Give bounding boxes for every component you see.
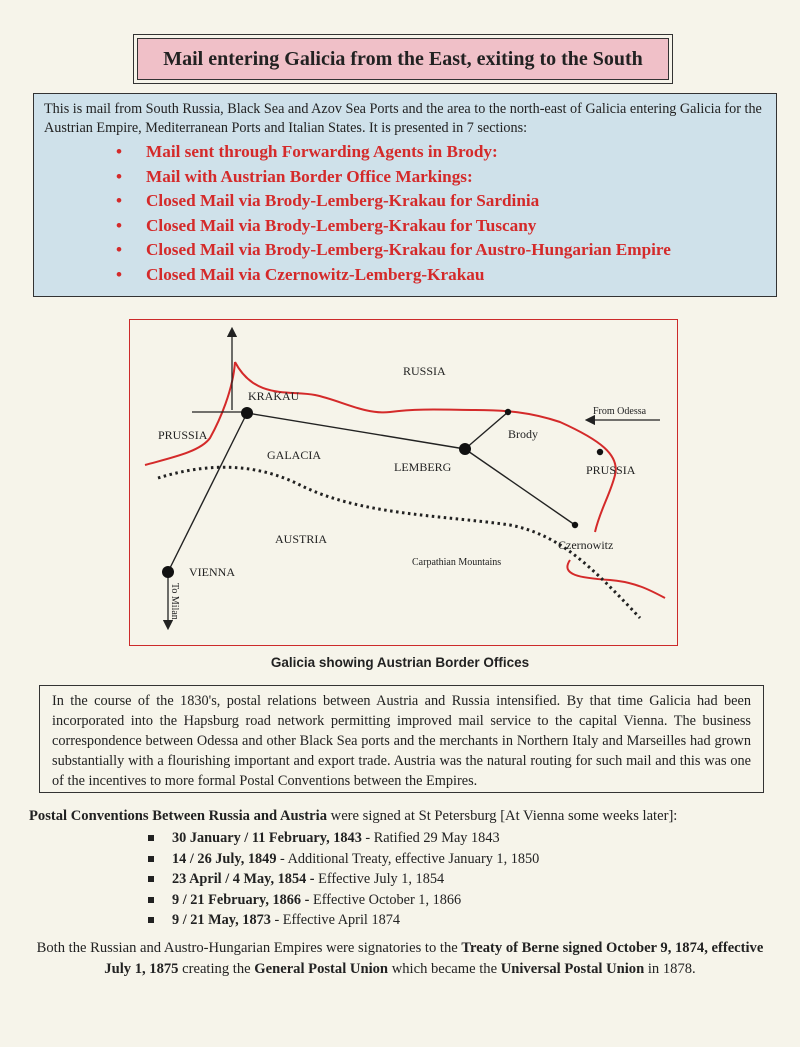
convention-date: 9 / 21 February, 1866 - <box>172 891 310 908</box>
austria-label: AUSTRIA <box>275 532 328 546</box>
footer-text-2: creating the <box>178 961 255 977</box>
convention-date: 23 April / 4 May, 1854 - <box>172 871 315 887</box>
lemberg-label: LEMBERG <box>394 460 452 474</box>
page-title: Mail entering Galicia from the East, exiting to the South <box>137 38 669 80</box>
bullet-icon: • <box>116 166 123 186</box>
section-label: Mail sent through Forwarding Agents in Brody: <box>146 142 498 161</box>
square-bullet-icon <box>148 897 154 903</box>
section-item <box>116 263 766 288</box>
convention-note: Effective October 1, 1866 <box>309 891 462 908</box>
history-box <box>39 685 764 793</box>
convention-item <box>148 828 539 849</box>
section-item <box>116 140 766 165</box>
section-list <box>44 140 766 287</box>
square-bullet-icon <box>148 856 154 862</box>
convention-date: 9 / 21 May, 1873 <box>172 912 271 928</box>
from-odessa-label: From Odessa <box>593 406 647 417</box>
conventions-heading-rest: were signed at St Petersburg [At Vienna some weeks later]: <box>327 808 678 824</box>
brody-dot <box>505 409 511 415</box>
section-item <box>116 165 766 190</box>
convention-note: - Ratified 29 May 1843 <box>361 830 500 846</box>
route-krakau-lemberg <box>247 413 465 449</box>
footer-bold-2: General Postal Union <box>254 961 389 977</box>
convention-date: 30 January / 11 February, 1843 <box>172 830 362 846</box>
footer-paragraph <box>30 938 770 980</box>
convention-item <box>148 890 539 911</box>
section-label: Closed Mail via Brody-Lemberg-Krakau for Tuscany <box>146 215 537 235</box>
route-lemberg-brody <box>465 412 508 449</box>
to-milan-label: To Milan <box>169 583 180 620</box>
czernowitz-dot <box>572 522 578 528</box>
conventions-list <box>148 828 539 931</box>
footer-text-3: which became the <box>388 961 501 977</box>
intro-box <box>33 93 777 297</box>
russia-label: RUSSIA <box>403 364 446 378</box>
convention-note: Effective July 1, 1854 <box>314 871 445 887</box>
history-text: In the course of the 1830's, postal relations between Austria and Russia intensified. By that time Galicia had been incorporated into the Hapsburg road network permitting improved mail service to the capital Vienna. The business correspondence between Odessa and other Black Sea ports and the merchants in Northern Italy and Marseilles had grown substantially with a flourishing important and export trade. Austria was the natural routing for such mail and this was one of the incentives to more formal Postal Conventions between the Empires. <box>52 693 751 789</box>
section-label: Closed Mail via Brody-Lemberg-Krakau for Sardinia <box>146 191 540 210</box>
brody-label: Brody <box>508 427 538 441</box>
galicia-map <box>129 319 678 646</box>
galacia-label: GALACIA <box>267 448 321 462</box>
carpathian-label: Carpathian Mountains <box>412 557 502 568</box>
convention-date: 14 / 26 July, 1849 <box>172 850 277 867</box>
footer-text-1: Both the Russian and Austro-Hungarian Empires were signatories to the <box>36 940 462 956</box>
lemberg-dot <box>459 443 471 455</box>
russia-border-line <box>145 362 235 465</box>
section-label: Mail with Austrian Border Office Markings: <box>146 166 473 186</box>
section-item <box>116 189 766 214</box>
section-item <box>116 238 766 263</box>
vienna-dot <box>162 566 174 578</box>
krakau-dot <box>241 407 253 419</box>
square-bullet-icon <box>148 917 154 923</box>
square-bullet-icon <box>148 876 154 882</box>
title-box <box>133 34 673 84</box>
austria-border-line <box>567 560 665 598</box>
intro-text: This is mail from South Russia, Black Sea and Azov Sea Ports and the area to the north-east of Galicia entering Galicia for the Austrian Empire, Mediterranean Ports and Italian States. It is presented in 7 sections: <box>44 101 762 136</box>
prussia-east-label: PRUSSIA <box>586 463 636 477</box>
prussia-west-label: PRUSSIA <box>158 428 208 442</box>
map-caption: Galicia showing Austrian Border Offices <box>270 655 530 670</box>
bullet-icon: • <box>116 142 123 161</box>
conventions-heading-bold: Postal Conventions Between Russia and Austria <box>29 808 327 824</box>
bullet-icon: • <box>116 215 123 235</box>
footer-bold-1: Treaty of Berne signed October 9, 1874, effective July 1, 1875 <box>104 940 764 977</box>
route-lemberg-czernowitz <box>465 449 575 525</box>
convention-item <box>148 849 539 870</box>
section-item <box>116 214 766 239</box>
czernowitz-label: Czernowitz <box>558 538 614 552</box>
section-label: Closed Mail via Czernowitz-Lemberg-Krakau <box>146 264 485 284</box>
prussia-east-dot <box>597 449 603 455</box>
conventions-heading <box>29 808 789 825</box>
convention-note: - Additional Treaty, effective January 1, 1850 <box>276 850 540 867</box>
section-label: Closed Mail via Brody-Lemberg-Krakau for Austro-Hungarian Empire <box>146 240 671 259</box>
russia-border-line-north <box>235 362 616 532</box>
map-canvas <box>130 320 679 647</box>
bullet-icon: • <box>116 240 123 259</box>
bullet-icon: • <box>116 191 123 210</box>
bullet-icon: • <box>116 264 123 284</box>
vienna-label: VIENNA <box>189 565 235 579</box>
convention-note: - Effective April 1874 <box>270 912 401 928</box>
convention-item <box>148 869 539 890</box>
footer-bold-3: Universal Postal Union <box>500 961 645 977</box>
footer-text-4: in 1878. <box>644 961 696 977</box>
krakau-label: KRAKAU <box>248 389 300 403</box>
square-bullet-icon <box>148 835 154 841</box>
convention-item <box>148 910 539 931</box>
